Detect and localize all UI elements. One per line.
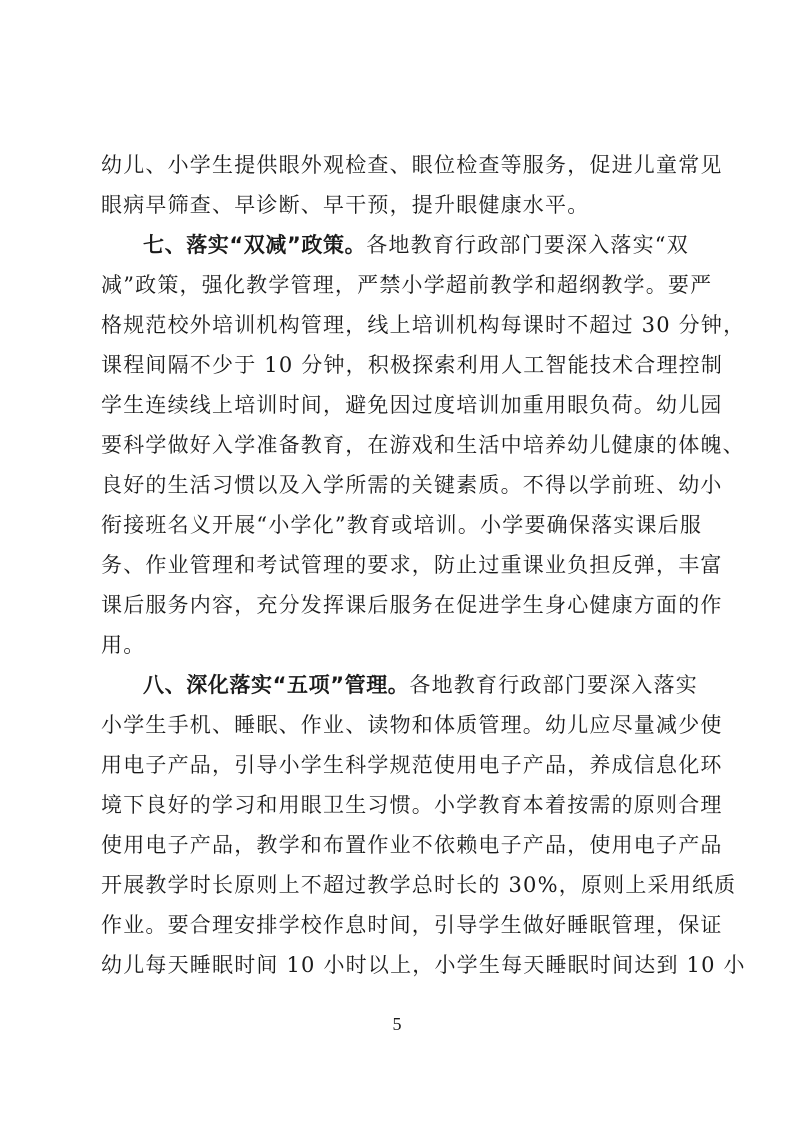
body-line: 使用电子产品，教学和布置作业不依赖电子产品，使用电子产品 [101,833,723,857]
body-line: 小学生手机、睡眠、作业、读物和体质管理。幼儿应尽量减少使 [101,713,723,737]
body-line: 用电子产品，引导小学生科学规范使用电子产品，养成信息化环 [101,753,723,777]
section-7-heading: 七、落实“双减”政策。 [143,233,367,257]
section-8-paragraph-start [143,670,698,700]
body-line: 学生连续线上培训时间，避免因过度培训加重用眼负荷。幼儿园 [101,393,723,417]
body-line: 衔接班名义开展“小学化”教育或培训。小学要确保落实课后服 [101,513,703,537]
page-number: 5 [392,1014,402,1034]
body-line: 减”政策，强化教学管理，严禁小学超前教学和超纲教学。要严 [101,273,713,297]
body-line: 务、作业管理和考试管理的要求，防止过重课业负担反弹，丰富 [101,553,723,577]
body-line: 要科学做好入学准备教育，在游戏和生活中培养幼儿健康的体魄、 [101,433,745,457]
body-line: 良好的生活习惯以及入学所需的关键素质。不得以学前班、幼小 [101,473,723,497]
body-line: 境下良好的学习和用眼卫生习惯。小学教育本着按需的原则合理 [101,793,723,817]
body-line: 用。 [101,633,146,657]
section-8-text: 各地教育行政部门要深入落实 [409,673,699,697]
body-line: 幼儿每天睡眠时间 10 小时以上，小学生每天睡眠时间达到 10 小 [101,953,746,977]
body-line: 课后服务内容，充分发挥课后服务在促进学生身心健康方面的作 [101,593,723,617]
body-line: 开展教学时长原则上不超过教学总时长的 30%，原则上采用纸质 [101,873,737,897]
body-line: 课程间隔不少于 10 分钟，积极探索利用人工智能技术合理控制 [101,353,724,377]
body-line: 作业。要合理安排学校作息时间，引导学生做好睡眠管理，保证 [101,913,723,937]
body-line: 眼病早筛查、早诊断、早干预，提升眼健康水平。 [101,193,590,217]
body-line: 格规范校外培训机构管理，线上培训机构每课时不超过 30 分钟， [101,313,746,337]
section-7-text: 各地教育行政部门要深入落实“双 [366,233,689,257]
section-8-heading: 八、深化落实“五项”管理。 [143,673,410,697]
section-7-paragraph-start [143,230,689,260]
body-line: 幼儿、小学生提供眼外观检查、眼位检查等服务，促进儿童常见 [101,153,723,177]
